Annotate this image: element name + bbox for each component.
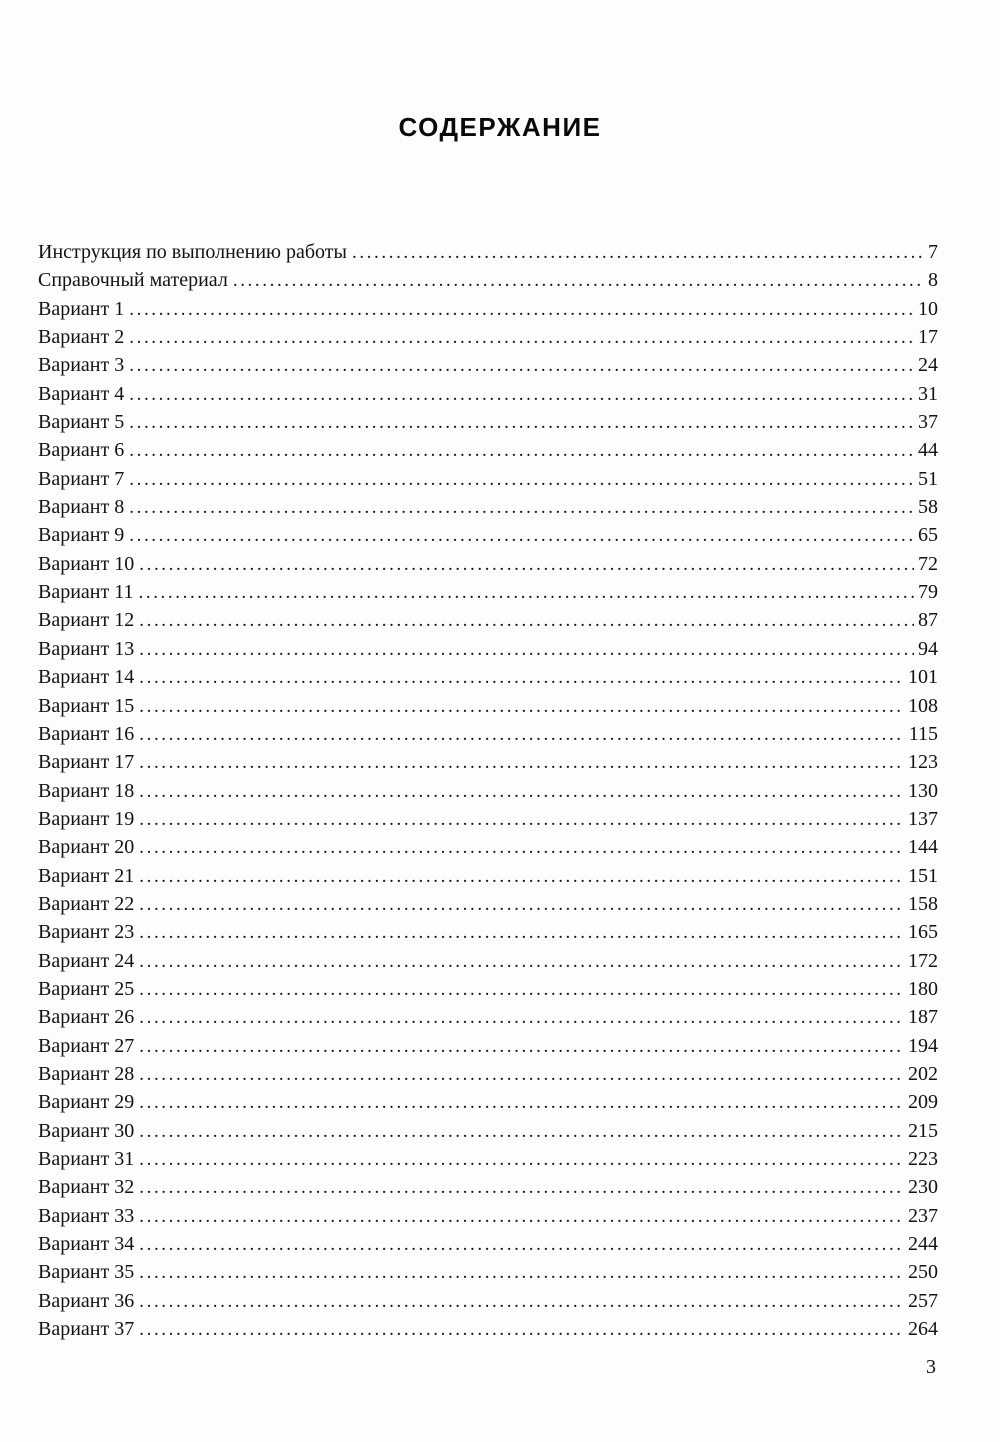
toc-entry-page-number: 187 [908,1006,938,1029]
toc-leader-dots [139,721,904,749]
toc-entry-page-number: 194 [908,1034,938,1057]
toc-entry [38,890,938,918]
table-of-contents [38,238,938,1343]
toc-entry-page-number: 17 [918,326,938,349]
toc-entry-label: Вариант 37 [38,1318,135,1341]
toc-entry-page-number: 151 [908,864,938,887]
toc-entry-label: Справочный материал [38,269,228,292]
toc-leader-dots [139,806,904,834]
toc-leader-dots [139,778,904,806]
toc-entry [38,1230,938,1258]
toc-leader-dots [139,1004,904,1032]
toc-entry [38,947,938,975]
toc-entry-page-number: 24 [918,354,938,377]
toc-entry [38,1202,938,1230]
toc-leader-dots [139,1288,904,1316]
toc-entry [38,777,938,805]
toc-leader-dots [139,1061,904,1089]
toc-entry [38,550,938,578]
toc-leader-dots [139,1118,904,1146]
toc-entry-label: Вариант 5 [38,411,125,434]
page-number: 3 [926,1356,936,1378]
toc-entry-label: Вариант 26 [38,1006,135,1029]
toc-entry [38,1003,938,1031]
toc-entry [38,351,938,379]
toc-entry [38,436,938,464]
toc-leader-dots [139,636,914,664]
toc-leader-dots [139,664,904,692]
toc-leader-dots [139,1316,904,1344]
toc-entry-page-number: 101 [908,666,938,689]
toc-entry [38,323,938,351]
toc-leader-dots [139,834,904,862]
toc-leader-dots [139,1231,904,1259]
toc-entry [38,1032,938,1060]
toc-entry [38,238,938,266]
toc-entry [38,1117,938,1145]
toc-entry-page-number: 44 [918,439,938,462]
toc-leader-dots [139,1259,904,1287]
toc-entry-page-number: 202 [908,1062,938,1085]
toc-entry-page-number: 79 [918,581,938,604]
toc-entry-label: Инструкция по выполнению работы [38,241,347,263]
toc-entry [38,606,938,634]
toc-leader-dots [233,267,924,295]
toc-leader-dots [139,1089,904,1117]
toc-leader-dots [129,352,914,380]
toc-entry-page-number: 244 [908,1233,938,1256]
toc-leader-dots [129,324,914,352]
toc-entry-page-number: 87 [918,609,938,632]
toc-entry-page-number: 264 [908,1318,938,1341]
toc-entry-label: Вариант 36 [38,1289,135,1312]
toc-entry-page-number: 8 [928,269,938,292]
toc-entry-page-number: 158 [908,892,938,915]
toc-entry-label: Вариант 22 [38,892,135,915]
toc-entry [38,833,938,861]
toc-leader-dots [139,948,904,976]
toc-leader-dots [139,607,914,635]
toc-entry [38,408,938,436]
toc-entry-page-number: 209 [908,1091,938,1114]
toc-entry-page-number: 123 [908,751,938,774]
toc-entry-page-number: 94 [918,637,938,660]
toc-entry [38,692,938,720]
toc-leader-dots [129,381,914,409]
toc-entry [38,862,938,890]
toc-entry-page-number: 65 [918,524,938,547]
toc-entry-label: Вариант 13 [38,637,135,660]
toc-entry-page-number: 37 [918,411,938,434]
toc-entry-label: Вариант 32 [38,1176,135,1199]
toc-entry-label: Вариант 24 [38,949,135,972]
toc-entry [38,1088,938,1116]
toc-entry-label: Вариант 6 [38,439,125,462]
toc-entry-label: Вариант 23 [38,921,135,944]
toc-entry-page-number: 172 [908,949,938,972]
toc-entry [38,720,938,748]
toc-entry-label: Вариант 31 [38,1148,135,1170]
toc-entry-page-number: 72 [918,552,938,575]
toc-entry-label: Вариант 33 [38,1204,135,1227]
toc-entry [38,918,938,946]
toc-entry [38,1315,938,1343]
toc-leader-dots [139,551,914,579]
toc-leader-dots [352,239,924,267]
toc-entry-label: Вариант 1 [38,297,125,320]
toc-entry-page-number: 51 [918,467,938,490]
toc-entry-label: Вариант 35 [38,1261,135,1284]
toc-entry-page-number: 223 [908,1148,938,1170]
toc-leader-dots [139,749,904,777]
toc-entry [38,1145,938,1173]
toc-leader-dots [129,296,914,324]
toc-entry [38,266,938,294]
toc-entry-label: Вариант 8 [38,496,125,519]
toc-entry [38,1173,938,1201]
toc-entry-label: Вариант 34 [38,1233,135,1256]
toc-entry [38,663,938,691]
toc-entry-label: Вариант 17 [38,751,135,774]
toc-entry-label: Вариант 28 [38,1062,135,1085]
toc-entry-label: Вариант 4 [38,382,125,405]
toc-entry-label: Вариант 9 [38,524,125,547]
toc-leader-dots [139,1033,904,1061]
toc-entry-label: Вариант 2 [38,326,125,349]
toc-entry-label: Вариант 15 [38,694,135,717]
toc-leader-dots [139,863,904,891]
toc-entry-page-number: 215 [908,1119,938,1142]
toc-entry [38,635,938,663]
toc-entry-page-number: 31 [918,382,938,405]
toc-entry [38,1258,938,1286]
toc-entry [38,465,938,493]
toc-entry [38,380,938,408]
toc-entry [38,493,938,521]
toc-entry-label: Вариант 12 [38,609,135,632]
toc-entry-page-number: 180 [908,977,938,1000]
toc-entry-label: Вариант 19 [38,807,135,830]
toc-entry-label: Вариант 29 [38,1091,135,1114]
toc-entry-page-number: 10 [918,297,938,320]
toc-entry-label: Вариант 14 [38,666,135,689]
toc-entry-label: Вариант 21 [38,864,135,887]
toc-leader-dots [139,693,904,721]
toc-entry-label: Вариант 7 [38,467,125,490]
toc-entry-page-number: 130 [908,779,938,802]
toc-entry-page-number: 108 [908,694,938,717]
toc-entry-page-number: 250 [908,1261,938,1284]
toc-leader-dots [139,1203,904,1231]
toc-entry-label: Вариант 11 [38,581,134,604]
toc-entry-page-number: 115 [908,722,938,745]
toc-leader-dots [129,409,914,437]
toc-entry [38,748,938,776]
toc-entry-label: Вариант 10 [38,552,135,575]
toc-entry-label: Вариант 27 [38,1034,135,1057]
toc-entry [38,805,938,833]
toc-leader-dots [139,1146,904,1174]
toc-entry-page-number: 237 [908,1204,938,1227]
toc-leader-dots [139,891,904,919]
toc-entry [38,1060,938,1088]
toc-leader-dots [139,579,915,607]
toc-entry-page-number: 257 [908,1289,938,1312]
page-title: СОДЕРЖАНИЕ [398,112,602,142]
toc-entry [38,578,938,606]
toc-entry-label: Вариант 20 [38,836,135,859]
toc-entry-page-number: 137 [908,807,938,830]
toc-entry-page-number: 230 [908,1176,938,1199]
toc-leader-dots [129,494,914,522]
toc-entry-page-number: 7 [928,241,938,263]
toc-leader-dots [129,466,914,494]
toc-leader-dots [129,522,914,550]
toc-entry-page-number: 58 [918,496,938,519]
toc-entry [38,295,938,323]
toc-entry [38,975,938,1003]
toc-entry [38,521,938,549]
toc-entry-page-number: 144 [908,836,938,859]
toc-entry-label: Вариант 3 [38,354,125,377]
toc-entry [38,1287,938,1315]
toc-leader-dots [139,1174,904,1202]
toc-entry-label: Вариант 18 [38,779,135,802]
toc-leader-dots [139,976,904,1004]
toc-entry-label: Вариант 25 [38,977,135,1000]
toc-entry-page-number: 165 [908,921,938,944]
toc-leader-dots [139,919,904,947]
toc-entry-label: Вариант 30 [38,1119,135,1142]
toc-entry-label: Вариант 16 [38,722,135,745]
toc-leader-dots [129,437,914,465]
